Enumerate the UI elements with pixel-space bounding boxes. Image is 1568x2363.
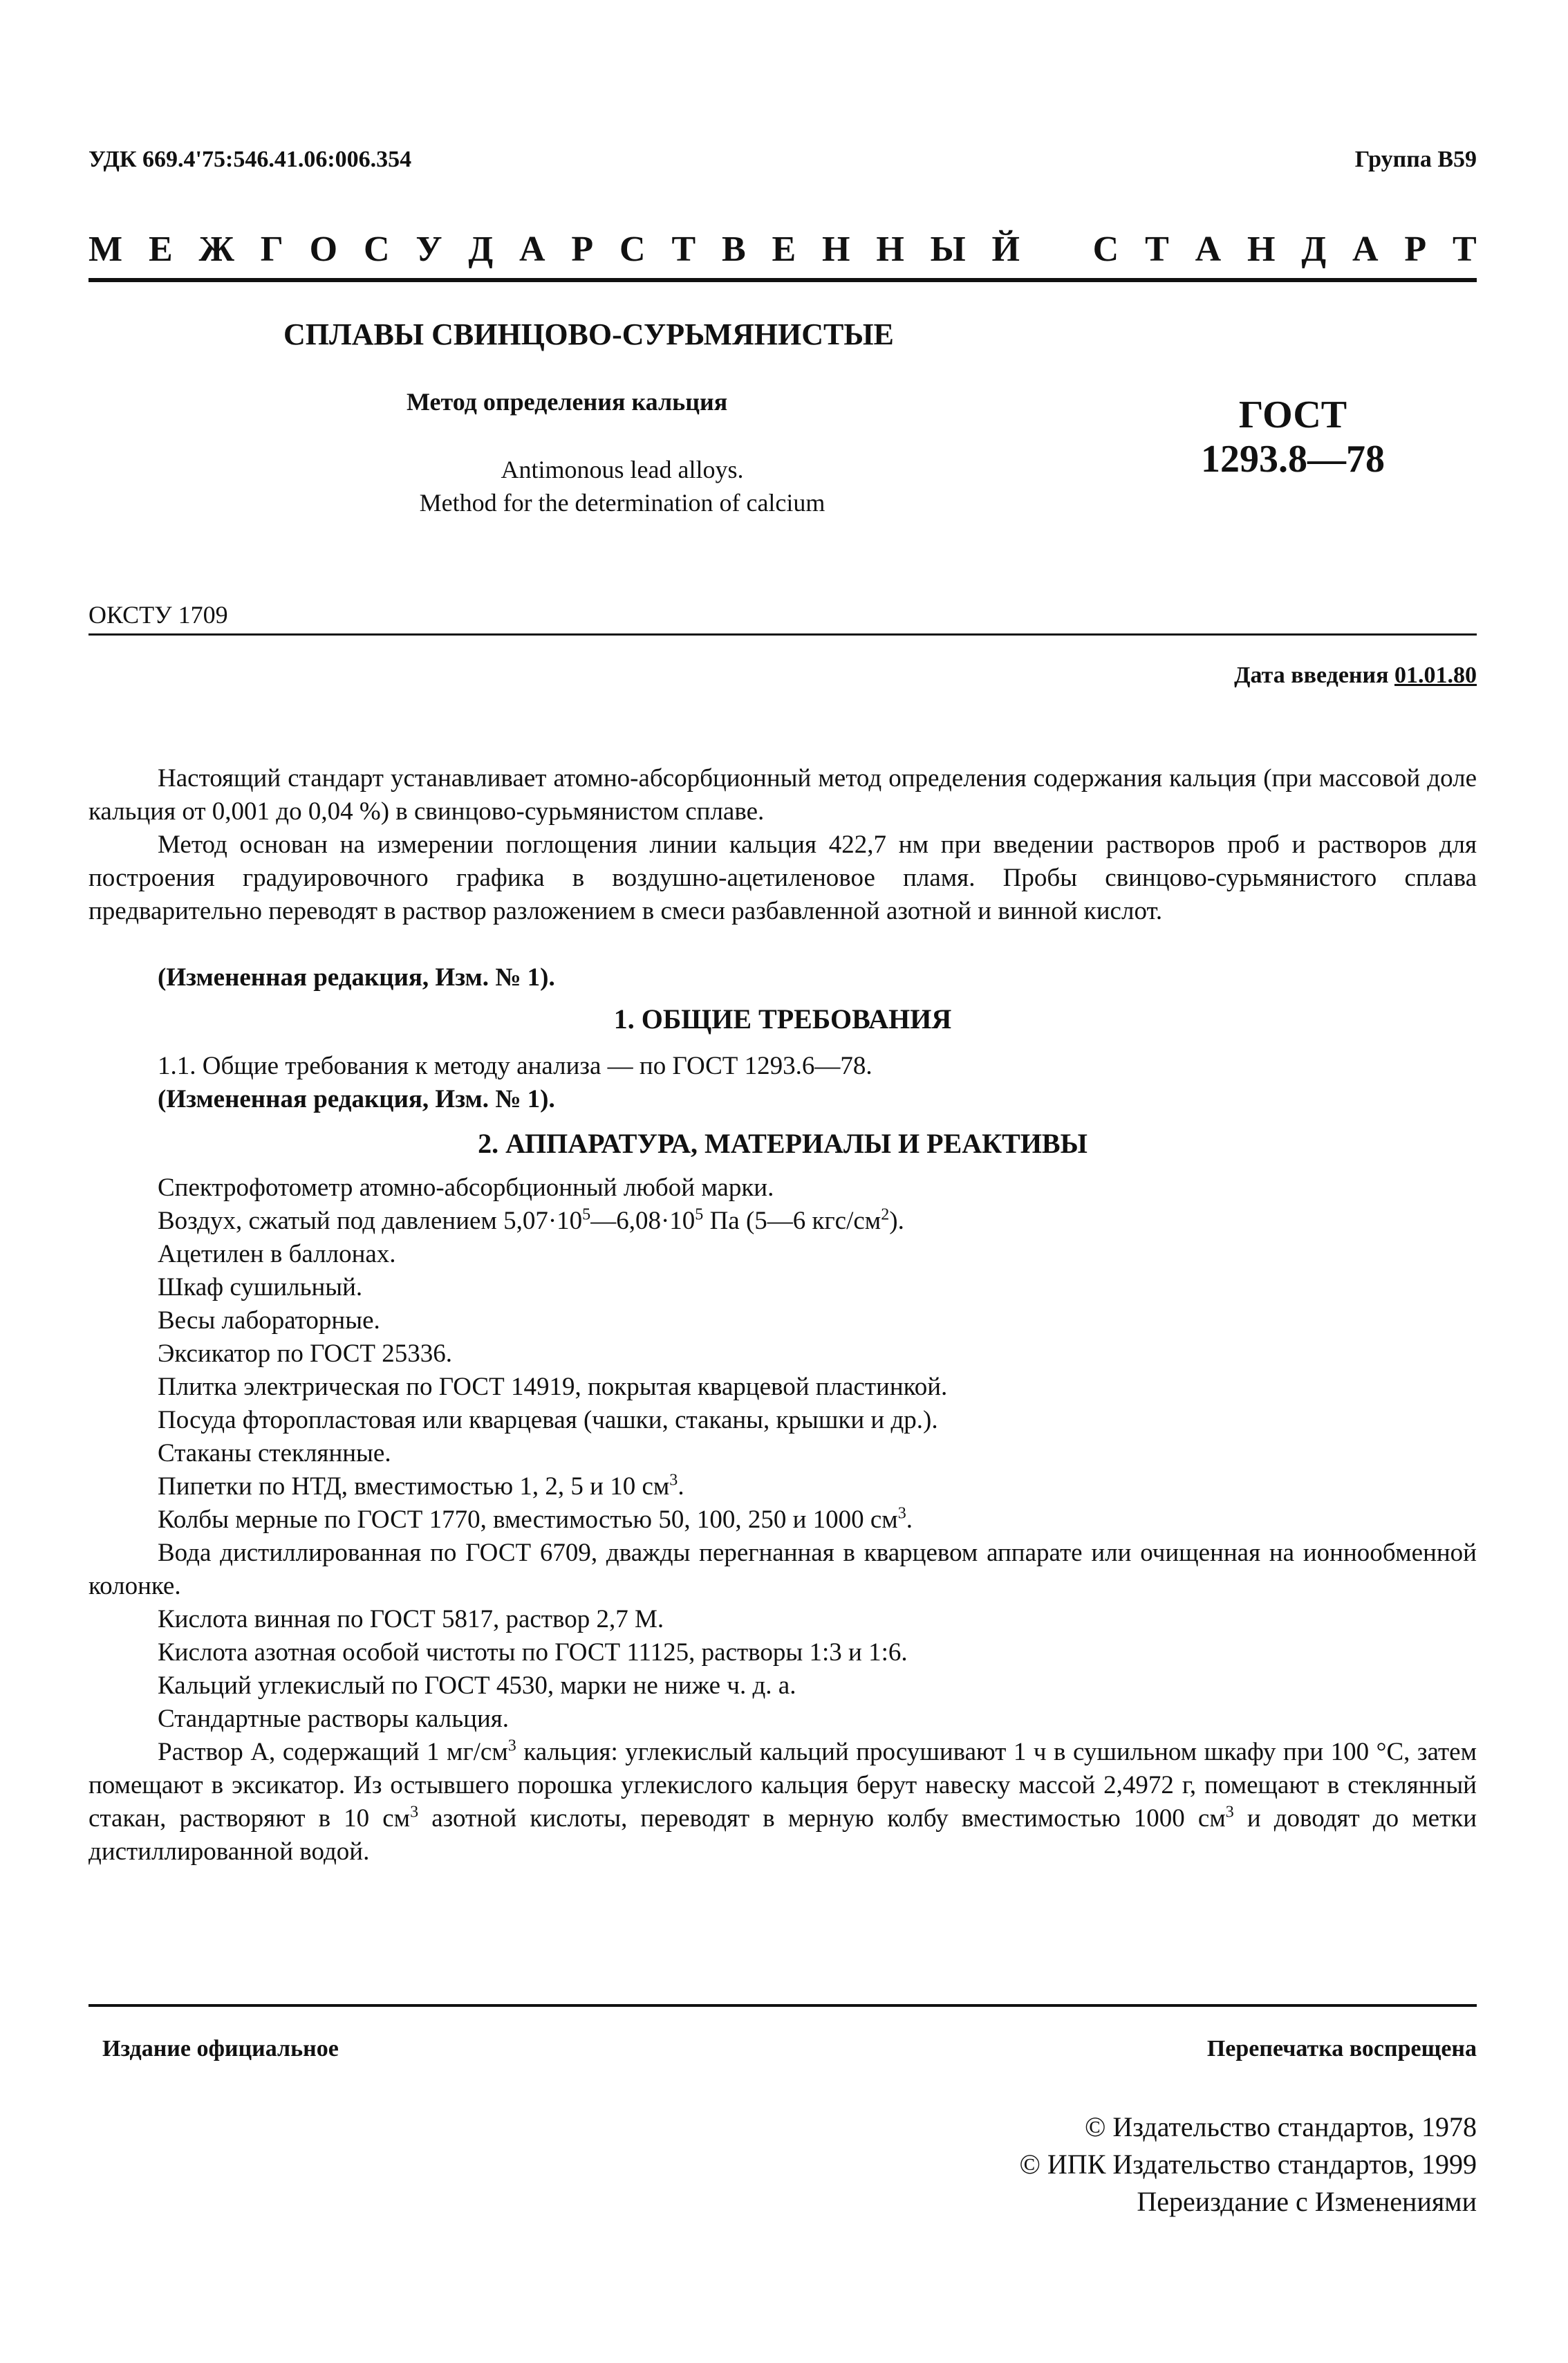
date-label: Дата введения	[1234, 662, 1394, 688]
list-item: Стандартные растворы кальция.	[158, 1705, 510, 1733]
list-item: Вода дистиллированная по ГОСТ 6709, дважды перегнанная в кварцевом аппарате или очищенная на ионнообменной колонке.	[88, 1539, 1477, 1600]
banner-letter: Р	[1404, 229, 1427, 269]
banner-letter: Т	[1452, 229, 1477, 269]
list-item: Весы лабораторные.	[158, 1306, 380, 1335]
list-item: Воздух, сжатый под давлением $5,07\cdot 10^5—6,08\cdot 10^5$ Па (5—6 кгс/$см^2$).	[158, 1205, 904, 1235]
section-2-heading: 2. АППАРАТУРА, МАТЕРИАЛЫ И РЕАКТИВЫ	[478, 1128, 1088, 1159]
gost-label: ГОСТ	[1238, 393, 1347, 436]
banner-letter: А	[1352, 229, 1379, 269]
list-item: Колбы мерные по ГОСТ 1770, вместимостью 50, 100, 250 и 1000 $см^3$.	[158, 1504, 913, 1534]
list-item: Посуда фторопластовая или кварцевая (чашки, стаканы, крышки и др.).	[158, 1406, 938, 1434]
banner-letter: В	[721, 229, 746, 269]
section-1-heading: 1. ОБЩИЕ ТРЕБОВАНИЯ	[613, 1003, 952, 1035]
banner-letter: Р	[571, 229, 594, 269]
list-item: Ацетилен в баллонах.	[158, 1240, 396, 1268]
list-item: Шкаф сушильный.	[158, 1273, 363, 1301]
section-1-item-1: 1.1. Общие требования к методу анализа — по ГОСТ 1293.6—78.	[158, 1052, 872, 1080]
list-item: Эксикатор по ГОСТ 25336.	[158, 1340, 452, 1368]
english-title-line-2: Method for the determination of calcium	[419, 489, 825, 517]
banner-letter: С	[619, 229, 646, 269]
banner-letter: С	[363, 229, 390, 269]
banner-letter: Г	[260, 229, 283, 269]
list-item: Раствор А, содержащий 1 $мг/см^3$ кальция: углекислый кальций просушивают 1 ч в сушильном шкафу при 100 °С, затем помещают в эксикатор. Из остывшего порошка углекислого кальция берут навеску массой 2,4972 г, помещают в стеклянный стакан, растворяют в 10 $см^3$ азотной кислоты, переводят в мерную колбу вместимостью 1000 $см^3$ и доводят до метки дистиллированной водой.	[88, 1736, 1477, 1866]
date-value: 01.01.80	[1394, 662, 1477, 688]
copyright-1999: © ИПК Издательство стандартов, 1999	[1019, 2149, 1477, 2180]
group-code: Группа В59	[1354, 147, 1477, 172]
intro-paragraph-1: Настоящий стандарт устанавливает атомно-абсорбционный метод определения содержания кальция (при массовой доле кальция от 0,001 до 0,04 %) в свинцово-сурьмянистом сплаве.	[88, 764, 1477, 826]
list-item: Плитка электрическая по ГОСТ 14919, покрытая кварцевой пластинкой.	[158, 1373, 948, 1401]
banner-letter: М	[88, 229, 123, 269]
banner-letter: Т	[671, 229, 696, 269]
banner-letter: С	[1092, 229, 1119, 269]
reissue-note: Переиздание с Изменениями	[1137, 2186, 1477, 2217]
reprint-prohibited-label: Перепечатка воспрещена	[1206, 2036, 1477, 2061]
footer-rule	[88, 2004, 1477, 2007]
banner-letter: Ы	[930, 229, 966, 269]
introduction-date	[1234, 662, 1477, 689]
list-item: Спектрофотометр атомно-абсорбционный любой марки.	[158, 1174, 774, 1202]
banner-letter: Д	[1301, 229, 1327, 269]
banner-letter: А	[519, 229, 545, 269]
list-item: Пипетки по НТД, вместимостью 1, 2, 5 и 10 $см^3$.	[158, 1471, 684, 1501]
banner-letter: Ж	[198, 229, 234, 269]
document-title: СПЛАВЫ СВИНЦОВО-СУРЬМЯНИСТЫЕ	[283, 317, 894, 351]
banner-letter: Т	[1145, 229, 1169, 269]
banner-letter: А	[1195, 229, 1222, 269]
udk-code: УДК 669.4'75:546.41.06:006.354	[88, 147, 412, 172]
banner-letter: Д	[468, 229, 494, 269]
official-edition-label: Издание официальное	[102, 2036, 339, 2061]
banner-letter: Е	[772, 229, 796, 269]
list-item: Стаканы стеклянные.	[158, 1439, 391, 1467]
document-subtitle: Метод определения кальция	[407, 388, 728, 416]
english-title	[277, 453, 968, 519]
banner-letter: О	[309, 229, 338, 269]
gost-number: 1293.8—78	[1201, 438, 1385, 481]
banner-letter: Н	[876, 229, 904, 269]
copyright-1978: © Издательство стандартов, 1978	[1084, 2111, 1477, 2142]
english-title-line-1: Antimonous lead alloys.	[501, 456, 744, 483]
list-item: Кислота винная по ГОСТ 5817, раствор 2,7 М.	[158, 1605, 664, 1633]
list-item: Кислота азотная особой чистоты по ГОСТ 11125, растворы 1:3 и 1:6.	[158, 1638, 908, 1667]
banner-letter: У	[416, 229, 442, 269]
interstate-standard-banner	[88, 221, 1477, 277]
okstu-rule	[88, 633, 1477, 636]
gost-designation	[1175, 393, 1410, 481]
okstu-code: ОКСТУ 1709	[88, 601, 228, 629]
banner-letter: Е	[148, 229, 173, 269]
banner-letter: Н	[822, 229, 850, 269]
section-1-amendment-note: (Измененная редакция, Изм. № 1).	[158, 1085, 555, 1113]
intro-paragraph-2: Метод основан на измерении поглощения линии кальция 422,7 нм при введении растворов проб и растворов для построения градуировочного графика в воздушно-ацетиленовое пламя. Пробы свинцово-сурьмянистого сплава предварительно переводят в раствор разложением в смеси разбавленной азотной и винной кислот.	[88, 831, 1477, 925]
header-rule	[88, 278, 1477, 282]
list-item: Кальций углекислый по ГОСТ 4530, марки не ниже ч. д. а.	[158, 1671, 796, 1700]
intro-amendment-note: (Измененная редакция, Изм. № 1).	[158, 963, 555, 992]
banner-letter: Й	[991, 229, 1020, 269]
banner-letter: Н	[1247, 229, 1276, 269]
